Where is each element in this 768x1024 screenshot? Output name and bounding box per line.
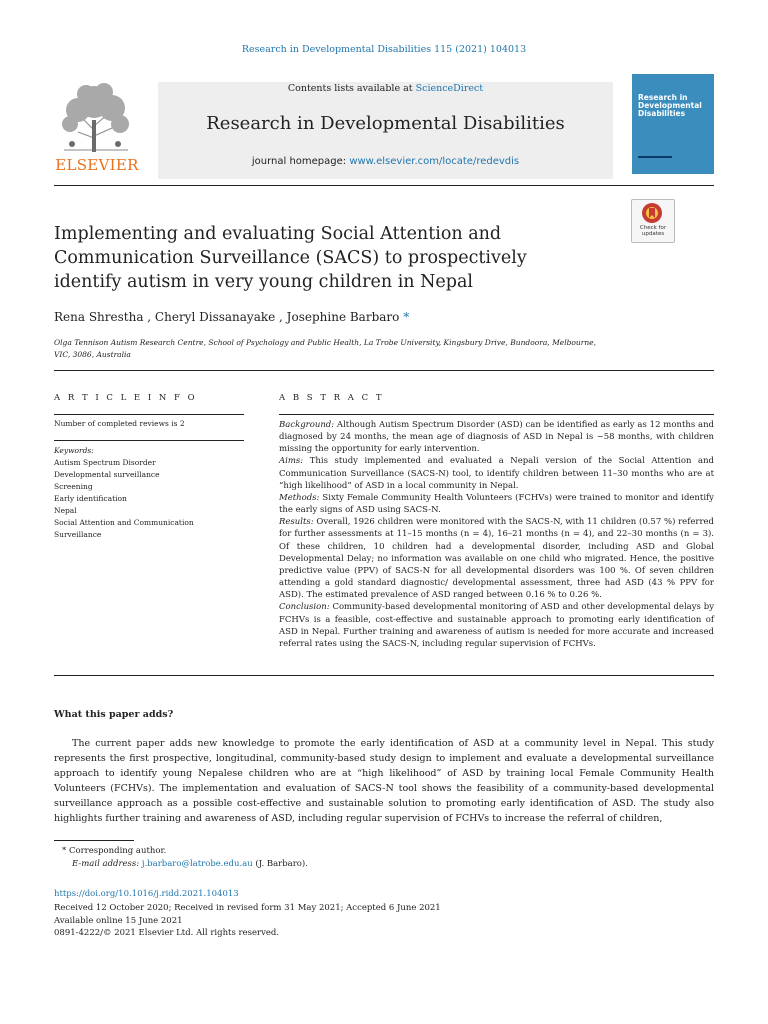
what-this-paper-adds-heading: What this paper adds?: [54, 709, 174, 720]
corresponding-author-note: * Corresponding author.: [62, 846, 167, 856]
homepage-line: [158, 156, 613, 167]
keywords-list: [54, 445, 244, 541]
article-info-divider: [54, 414, 244, 415]
homepage-prefix: journal homepage:: [251, 156, 350, 167]
doi-link[interactable]: https://doi.org/10.1016/j.ridd.2021.104013: [54, 889, 239, 899]
affiliation-divider: [54, 370, 714, 371]
keywords-heading: Keywords:: [54, 446, 94, 455]
copyright: 0891-4222/© 2021 Elsevier Ltd. All rights reserved.: [54, 928, 280, 938]
reviews-count: Number of completed reviews is 2: [54, 419, 185, 428]
abstract-text: This study implemented and evaluated a Nepali version of the Social Attention and Communication Surveillance (SACS-N) tool, to identify children between 11–30 months who are at “high likelihood” of ASD in a local community in Nepal.: [279, 456, 714, 491]
abstract-text: Overall, 1926 children were monitored with the SACS-N, with 11 children (0.57 %) referred for further assessments at 11–15 months (n = 4), 16–21 months (n = 4), and 22–30 months (n = 3). Of these children, 10 children had a developmental disorder, including ASD and Global Developmental Delay; no information was available on one child who migrated. Hence, the positive predictive value (PPV) of SACS-N for all developmental disorders was 100 %. Of seven children attending a gold standard diagnostic/ developmental assessment, three had ASD (43 % PPV for ASD). The estimated prevalence of ASD ranged between 0.16 % to 0.26 %.: [279, 517, 714, 601]
bookmark-icon: [642, 203, 662, 223]
keyword: Autism Spectrum Disorder: [54, 458, 156, 467]
keyword: Nepal: [54, 506, 77, 515]
sciencedirect-link[interactable]: ScienceDirect: [415, 83, 484, 94]
check-for-updates-button[interactable]: [631, 199, 675, 243]
abstract-background: [279, 419, 714, 455]
abstract-conclusion: [279, 601, 714, 650]
keyword: Social Attention and Communication: [54, 518, 194, 527]
authors: [54, 310, 654, 324]
contents-prefix: Contents lists available at: [287, 83, 416, 94]
keyword: Screening: [54, 482, 93, 491]
abstract-label: Aims:: [279, 456, 304, 467]
contents-line: [158, 83, 613, 94]
article-info-heading: A R T I C L E I N F O: [54, 393, 198, 403]
abstract-label: Background:: [279, 420, 335, 430]
publisher-name: ELSEVIER: [55, 156, 139, 174]
what-this-paper-adds-body: The current paper adds new knowledge to promote the early identification of ASD at a community level in Nepal. This study represents the first prospective, longitudinal, community-based study design to implement and evaluate a developmental surveillance approach to identify young Nepalese children who are at “high likelihood” of ASD by training local Female Community Health Volunteers (FCHVs). The implementation and evaluation of SACS-N tool shows the feasibility of a community-based developmental surveillance approach as a possible cost-effective and sustainable solution to promoting early identification of ASD. The study also highlights further training and awareness of ASD, including regular supervision of FCHVs to increase the referral of children,: [54, 738, 714, 825]
keyword: Surveillance: [54, 530, 102, 539]
abstract-results: [279, 516, 714, 601]
abstract-text: Sixty Female Community Health Volunteers (FCHVs) were trained to monitor and identify the early signs of ASD using SACS-N.: [279, 492, 714, 516]
publication-dates: [54, 902, 441, 940]
author-list: Rena Shrestha , Cheryl Dissanayake , Josephine Barbaro: [54, 310, 400, 324]
homepage-link[interactable]: www.elsevier.com/locate/redevdis: [349, 156, 520, 167]
keywords-divider: [54, 440, 244, 441]
journal-cover[interactable]: [632, 74, 714, 174]
received-dates: Received 12 October 2020; Received in revised form 31 May 2021; Accepted 6 June 2021: [54, 903, 441, 913]
corresponding-author-mark[interactable]: *: [399, 310, 410, 324]
email-link[interactable]: j.barbaro@latrobe.edu.au: [139, 859, 253, 869]
header-divider: [54, 185, 714, 186]
keyword: Developmental surveillance: [54, 470, 160, 479]
email-suffix: (J. Barbaro).: [252, 859, 308, 869]
abstract-label: Results:: [279, 517, 314, 528]
abstract-bottom-divider: [54, 675, 714, 676]
abstract-label: Conclusion:: [279, 602, 330, 613]
abstract-text: Although Autism Spectrum Disorder (ASD) can be identified as early as 12 months and diagnosed by 24 months, the mean age of diagnosis of ASD in Nepal is ~58 months, with children missing the opportunity for early intervention.: [279, 420, 714, 455]
cover-title: Research in Developmental Disabilities: [638, 93, 702, 118]
check-for-updates-label: Check for updates: [639, 225, 667, 237]
abstract-text: Community-based developmental monitoring of ASD and other developmental delays by FCHVs is a feasible, cost-effective and sustainable approach to promoting early identification of ASD in Nepal. Further training and awareness of autism is needed for more accurate and increased referral rates using the SACS-N, including regular supervision of FCHVs.: [279, 602, 714, 649]
abstract-body: [279, 419, 714, 650]
journal-title: Research in Developmental Disabilities: [206, 113, 565, 134]
abstract-heading: A B S T R A C T: [279, 393, 385, 403]
abstract-methods: [279, 492, 714, 516]
available-online: Available online 15 June 2021: [54, 915, 183, 926]
abstract-aims: [279, 455, 714, 491]
cover-bar: [638, 156, 672, 158]
journal-reference[interactable]: Research in Developmental Disabilities 115 (2021) 104013: [241, 44, 527, 55]
footnote-divider: [54, 840, 134, 841]
email-note: [72, 859, 308, 869]
abstract-label: Methods:: [279, 492, 320, 503]
article-title: Implementing and evaluating Social Attention and Communication Surveillance (SACS) to prospectively identify autism in very young children in Nepal: [54, 224, 527, 292]
keyword: Early identification: [54, 494, 127, 503]
abstract-divider: [279, 414, 714, 415]
email-label: E-mail address:: [72, 859, 140, 869]
affiliation: Olga Tennison Autism Research Centre, School of Psychology and Public Health, La Trobe University, Kingsbury Drive, Bundoora, Melbourne, VIC, 3086, Australia: [54, 338, 596, 359]
